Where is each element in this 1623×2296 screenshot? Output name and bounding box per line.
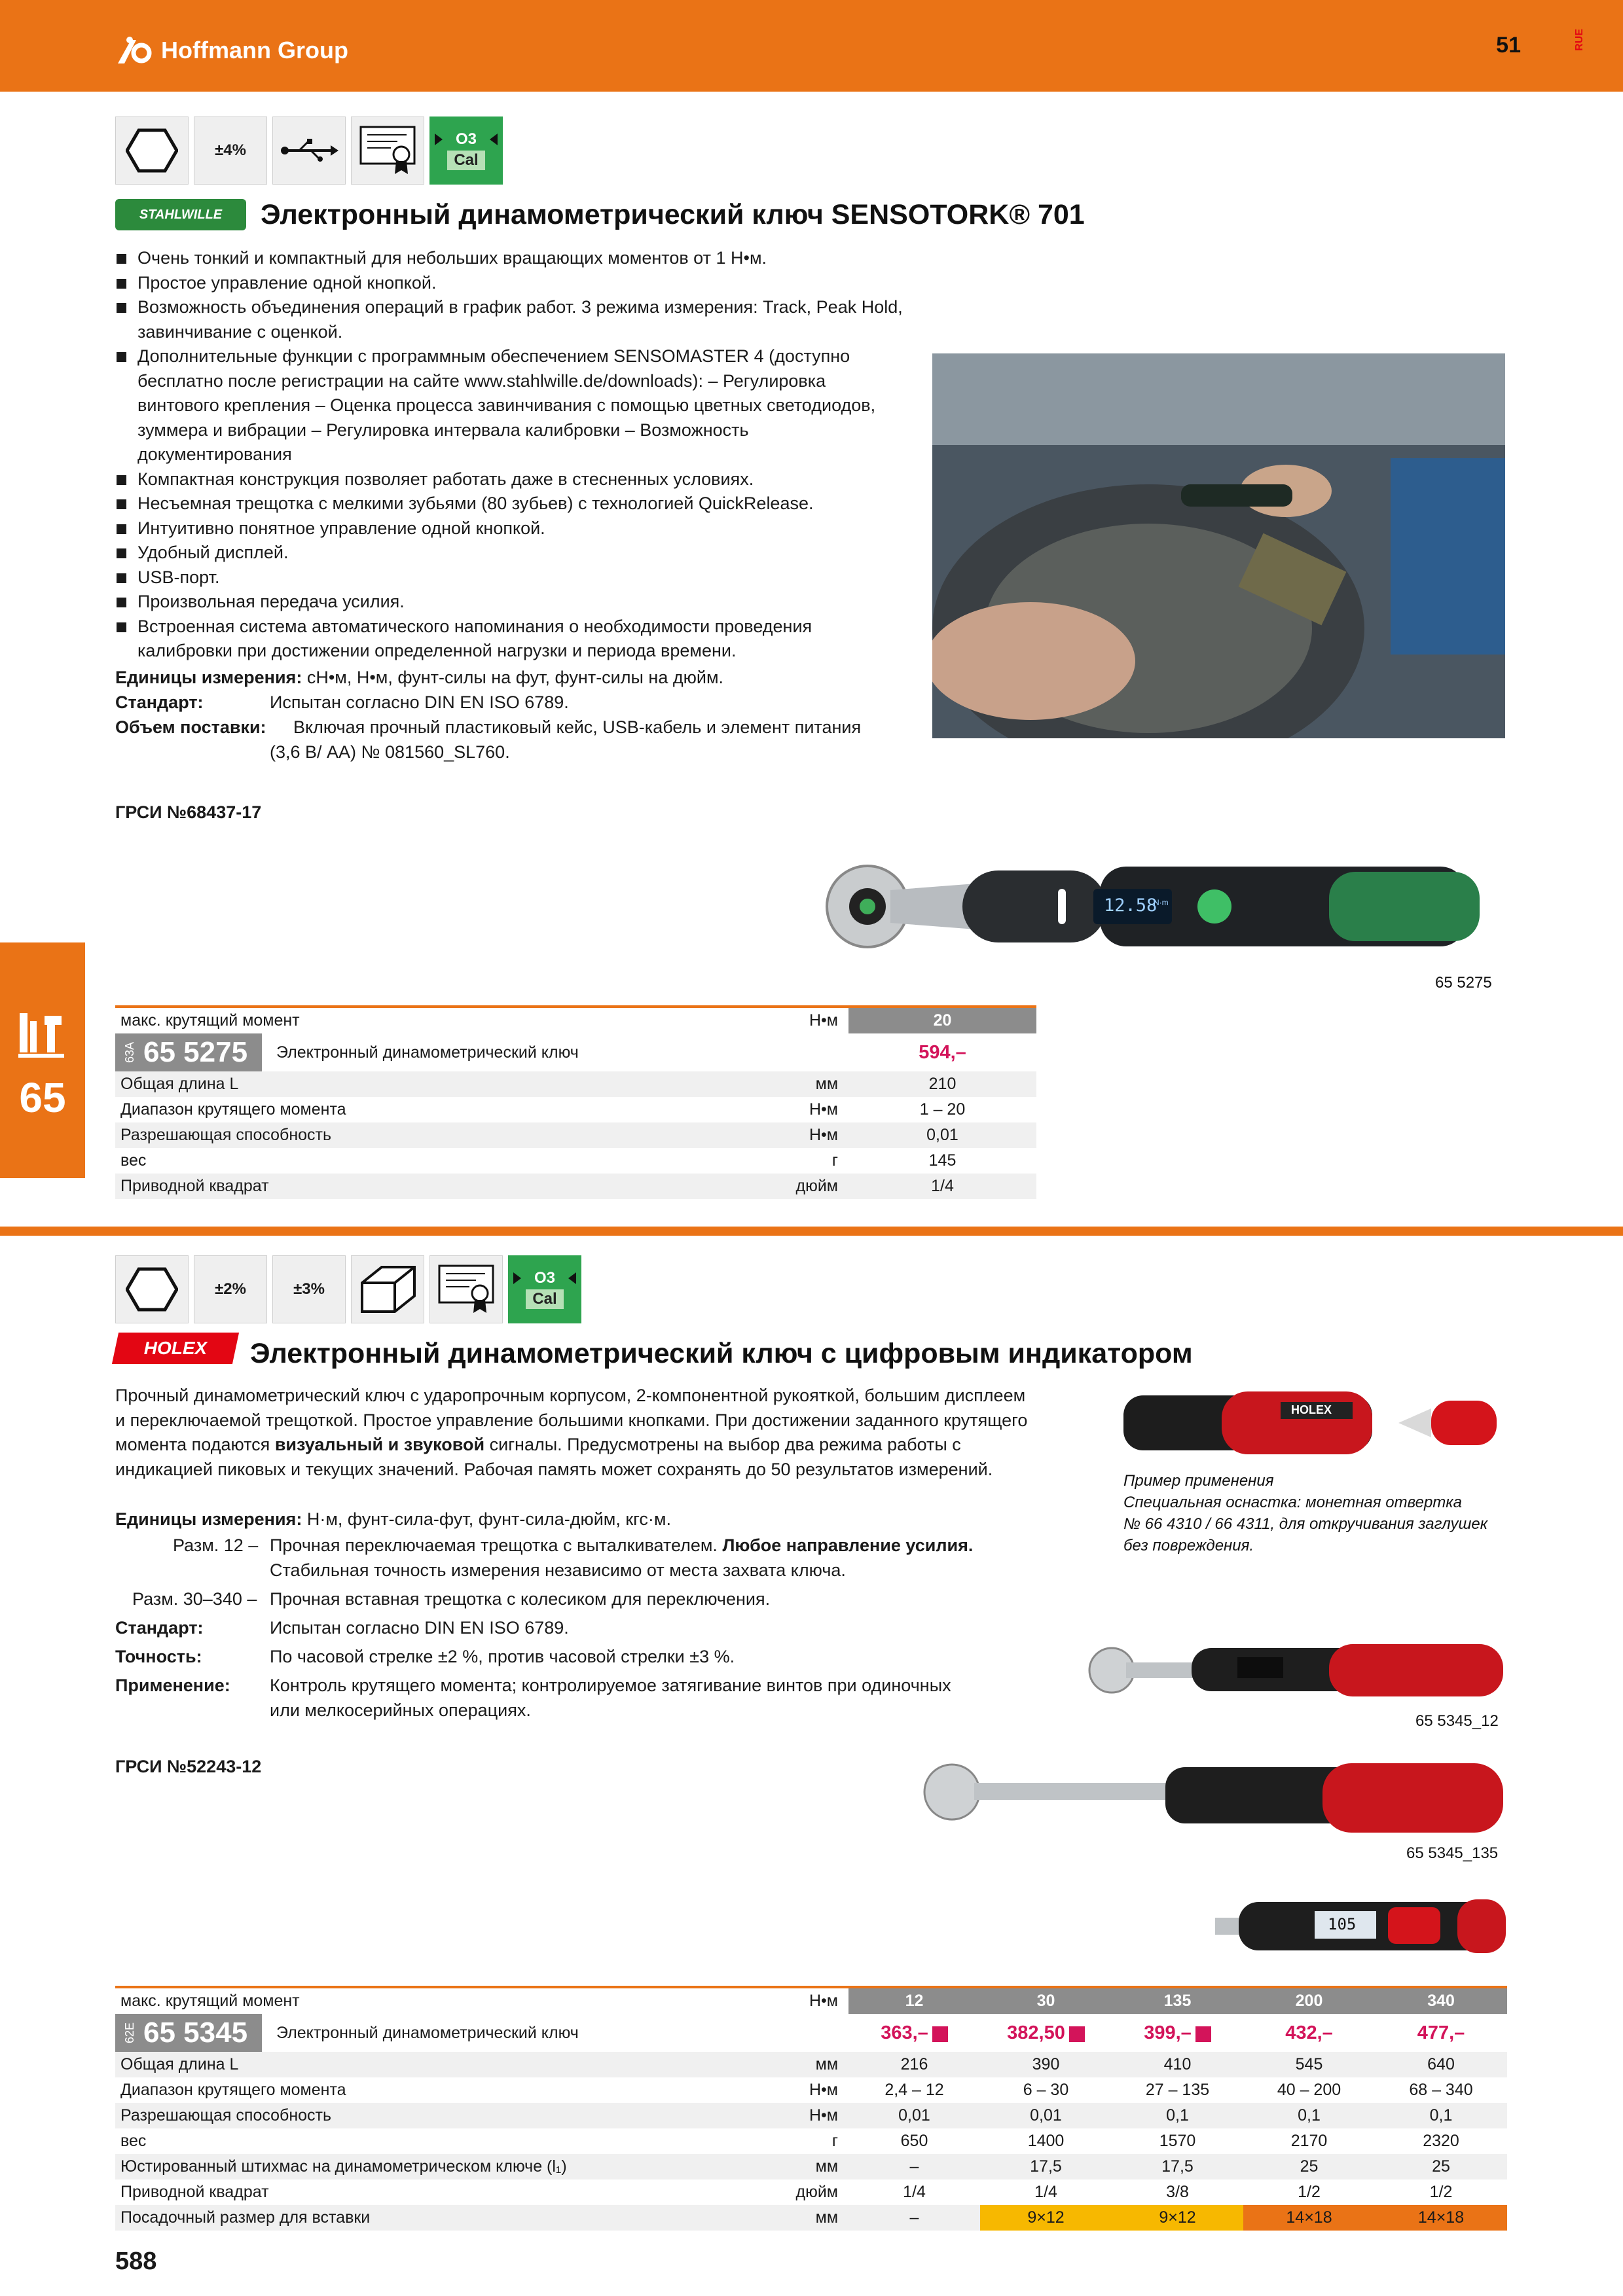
feature-item: Очень тонкий и компактный для небольших вращающих моментов от 1 Н•м. bbox=[115, 246, 907, 271]
price-cell[interactable]: 363,– bbox=[848, 2014, 980, 2052]
feature-item: Встроенная система автоматического напоминания о необходимости проведения калибровки при достижении определенной нагрузки и периода времени. bbox=[115, 615, 907, 664]
table-header-row bbox=[115, 1007, 1036, 1033]
calibration-badge: O3 Cal bbox=[508, 1255, 581, 1323]
wrench-display-unit: N·m bbox=[1154, 898, 1169, 907]
table-row: Разрешающая способность Н•м 0,01 bbox=[115, 1122, 1036, 1148]
table-row: Диапазон крутящего момента Н•м 2,4 – 12 6 – 30 27 – 135 40 – 200 68 – 340 bbox=[115, 2077, 1507, 2103]
certificate-icon bbox=[351, 117, 424, 185]
table-row: Приводной квадрат дюйм 1/4 1/4 3/8 1/2 1/2 bbox=[115, 2179, 1507, 2205]
size-column-header: 30 bbox=[980, 1987, 1112, 2014]
stahlwille-logo[interactable]: STAHLWILLE bbox=[115, 199, 246, 230]
insert-size-yellow: 9×12 bbox=[980, 2205, 1112, 2231]
article-number: 65 5345 bbox=[143, 2017, 248, 2049]
feature-item: Простое управление одной кнопкой. bbox=[115, 271, 907, 296]
feature-item: Интуитивно понятное управление одной кнопкой. bbox=[115, 516, 907, 541]
product1-units: Единицы измерения: сН•м, Н•м, фунт-силы на фут, фунт-силы на дюйм. bbox=[115, 668, 724, 687]
feature-item: Несъемная трещотка с мелкими зубьями (80 зубьев) с технологией QuickRelease. bbox=[115, 492, 907, 516]
insert-size-orange: 14×18 bbox=[1375, 2205, 1507, 2231]
product1-title: Электронный динамометрический ключ SENSOTORK® 701 bbox=[261, 199, 1085, 230]
product2-units: Единицы измерения: Н·м, фунт-сила-фут, фунт-сила-дюйм, кгс·м. bbox=[115, 1509, 671, 1529]
product2-accuracy-value: По часовой стрелке ±2 %, против часовой стрелки ±3 %. bbox=[270, 1647, 735, 1666]
table-row: вес г 145 bbox=[115, 1148, 1036, 1174]
application-photo bbox=[932, 353, 1505, 738]
table-row: Диапазон крутящего момента Н•м 1 – 20 bbox=[115, 1097, 1036, 1122]
product2-spec-table bbox=[115, 1986, 1507, 2231]
table-row: Приводной квадрат дюйм 1/4 bbox=[115, 1174, 1036, 1199]
size12-text-2: Стабильная точность измерения независимо от места захвата ключа. bbox=[270, 1560, 846, 1580]
feature-item: Произвольная передача усилия. bbox=[115, 590, 907, 615]
accuracy-badge: ±4% bbox=[194, 117, 267, 185]
size-column-header: 200 bbox=[1243, 1987, 1375, 2014]
hexagon-drive-icon bbox=[115, 117, 189, 185]
accuracy-cw-badge: ±2% bbox=[194, 1255, 267, 1323]
article-prefix: 63A bbox=[123, 1041, 136, 1064]
feature-item: Дополнительные функции с программным обеспечением SENSOMASTER 4 (доступно бесплатно после регистрации на сайте www.stahlwille.de/downloads): – Регулировка винтового крепления – Оценка процесса завинчивания с помощью цветных светодиодов, зуммера и вибрации – Регулировка интервала калибровки – Возможность документирования bbox=[115, 344, 907, 467]
usb-icon bbox=[272, 117, 346, 185]
table-row: вес г 650 1400 1570 2170 2320 bbox=[115, 2128, 1507, 2154]
wrench-hand-icon bbox=[16, 1008, 68, 1060]
article-number-cell[interactable] bbox=[115, 1033, 262, 1071]
section-tab[interactable] bbox=[0, 942, 85, 1178]
product1-spec-table bbox=[115, 1005, 1036, 1199]
feature-item: Возможность объединения операций в график работ. 3 режима измерения: Track, Peak Hold, завинчивание с оценкой. bbox=[115, 295, 907, 344]
square-profile-icon bbox=[351, 1255, 424, 1323]
size12-label: Разм. 12 – bbox=[173, 1535, 259, 1555]
product2-application-value-2: или мелкосерийных операциях. bbox=[270, 1700, 531, 1720]
accuracy-ccw-badge: ±3% bbox=[272, 1255, 346, 1323]
display-reading: 105 bbox=[1328, 1915, 1357, 1933]
price-cell[interactable]: 382,50 bbox=[980, 2014, 1112, 2052]
article-prefix: 62E bbox=[123, 2022, 136, 2044]
product1-delivery-value-1: Включая прочный пластиковый кейс, USB-кабель и элемент питания bbox=[293, 717, 862, 737]
feature-item: USB-порт. bbox=[115, 565, 907, 590]
feature-item: Удобный дисплей. bbox=[115, 541, 907, 565]
wrench-image-caption: 65 5275 bbox=[1435, 974, 1492, 992]
size-column-header: 12 bbox=[848, 1987, 980, 2014]
article-number-cell[interactable] bbox=[115, 2014, 262, 2052]
brand-logo[interactable] bbox=[117, 34, 348, 67]
product1-grsi: ГРСИ №68437-17 bbox=[115, 802, 262, 822]
feature-item: Компактная конструкция позволяет работать даже в стесненных условиях. bbox=[115, 467, 907, 492]
table-row: Общая длина L мм 210 bbox=[115, 1071, 1036, 1097]
brand-name: Hoffmann Group bbox=[161, 37, 348, 63]
product1-delivery-value-2: (3,6 В/ AA) № 081560_SL760. bbox=[270, 742, 510, 762]
feature-icons-row bbox=[115, 117, 503, 185]
application-example-image bbox=[1123, 1382, 1503, 1463]
table-row: Общая длина L мм 216 390 410 545 640 bbox=[115, 2052, 1507, 2077]
engine-photo-illustration bbox=[932, 353, 1505, 738]
application-example-caption: Пример применения Специальная оснастка: монетная отвертка № 66 4310 / 66 4311, для откручивания заглушек без повреждения. bbox=[1123, 1472, 1488, 1554]
size30-label: Разм. 30–340 – bbox=[132, 1589, 257, 1609]
product2-standard-value: Испытан согласно DIN EN ISO 6789. bbox=[270, 1618, 569, 1638]
size30-text: Прочная вставная трещотка с колесиком для переключения. bbox=[270, 1589, 771, 1609]
wrench-135-caption: 65 5345_135 bbox=[1406, 1844, 1499, 1862]
product2-grsi: ГРСИ №52243-12 bbox=[115, 1757, 262, 1776]
article-name: Электронный динамометрический ключ bbox=[276, 2023, 579, 2042]
price-flag-icon bbox=[932, 2026, 948, 2042]
wrench-brand-label: HOLEX bbox=[1291, 1403, 1332, 1416]
language-code: RUE bbox=[1574, 29, 1585, 51]
product1-standard-value: Испытан согласно DIN EN ISO 6789. bbox=[270, 692, 569, 712]
hoffmann-logo-icon bbox=[117, 36, 152, 65]
product1-standard: Стандарт: bbox=[115, 692, 204, 712]
header-unit: Н•м bbox=[587, 1007, 848, 1033]
calibration-badge: O3 Cal bbox=[429, 117, 503, 185]
header-value: 20 bbox=[848, 1007, 1036, 1033]
product1-features bbox=[115, 246, 907, 664]
article-name: Электронный динамометрический ключ bbox=[276, 1043, 579, 1062]
article-row[interactable] bbox=[115, 1033, 1036, 1071]
section-number: 65 bbox=[19, 1074, 66, 1121]
table-header-row: макс. крутящий момент Н•м 12 30 135 200 340 bbox=[115, 1987, 1507, 2014]
product1-delivery: Объем поставки: bbox=[115, 717, 266, 737]
price: 594,– bbox=[919, 1041, 966, 1063]
page-number-top: 51 bbox=[1496, 33, 1521, 58]
price-cell[interactable]: 432,– bbox=[1243, 2014, 1375, 2052]
product2-application-label: Применение: bbox=[115, 1676, 230, 1695]
wrench-135-image bbox=[917, 1758, 1506, 1843]
product2-standard-label: Стандарт: bbox=[115, 1618, 204, 1638]
feature-icons-row bbox=[115, 1255, 581, 1323]
size-column-header: 340 bbox=[1375, 1987, 1507, 2014]
certificate-icon bbox=[429, 1255, 503, 1323]
product2-description: Прочный динамометрический ключ с ударопрочным корпусом, 2-компонентной рукояткой, большим дисплеем и переключаемой трещоткой. Простое управление большими кнопками. При достижении заданного крутящего момента подаются визуальный и звуковой сигналы. Предусмотрены на выбор два режима работы с индикацией пиковых и текущих значений. Рабочая память может сохранять до 50 результатов измерений. bbox=[115, 1386, 1028, 1479]
wrench-12-caption: 65 5345_12 bbox=[1415, 1712, 1499, 1730]
holex-logo[interactable]: HOLEX bbox=[112, 1333, 239, 1364]
price-flag-icon bbox=[1069, 2026, 1085, 2042]
article-number: 65 5275 bbox=[143, 1036, 248, 1068]
table-row: Посадочный размер для вставки мм – 9×12 9×12 14×18 14×18 bbox=[115, 2205, 1507, 2231]
product2-accuracy-label: Точность: bbox=[115, 1647, 202, 1666]
price-cell[interactable]: 477,– bbox=[1375, 2014, 1507, 2052]
header-label: макс. крутящий момент bbox=[115, 1007, 587, 1033]
size12-text: Прочная переключаемая трещотка с выталкивателем. Любое направление усилия. bbox=[270, 1535, 974, 1555]
hexagon-drive-icon bbox=[115, 1255, 189, 1323]
page-number: 588 bbox=[115, 2248, 157, 2275]
section-divider bbox=[0, 1227, 1623, 1236]
sensotork-wrench-image bbox=[818, 857, 1506, 956]
price-cell[interactable]: 399,– bbox=[1112, 2014, 1243, 2052]
article-row[interactable] bbox=[115, 2014, 1507, 2052]
insert-size-yellow: 9×12 bbox=[1112, 2205, 1243, 2231]
wrench-display-reading: 12.58 bbox=[1104, 895, 1158, 916]
price-cell[interactable] bbox=[848, 1033, 1036, 1071]
price-flag-icon bbox=[1195, 2026, 1211, 2042]
insert-size-orange: 14×18 bbox=[1243, 2205, 1375, 2231]
size-column-header: 135 bbox=[1112, 1987, 1243, 2014]
table-row: Разрешающая способность Н•м 0,01 0,01 0,1 0,1 0,1 bbox=[115, 2103, 1507, 2128]
wrench-display-closeup bbox=[1215, 1897, 1506, 1956]
table-row: Юстированный штихмас на динамометрическом ключе (l₁) мм – 17,5 17,5 25 25 bbox=[115, 2154, 1507, 2179]
product2-application-value-1: Контроль крутящего момента; контролируемое затягивание винтов при одиночных bbox=[270, 1676, 951, 1695]
product2-title: Электронный динамометрический ключ с цифровым индикатором bbox=[250, 1338, 1193, 1369]
wrench-12-image bbox=[1080, 1636, 1506, 1702]
